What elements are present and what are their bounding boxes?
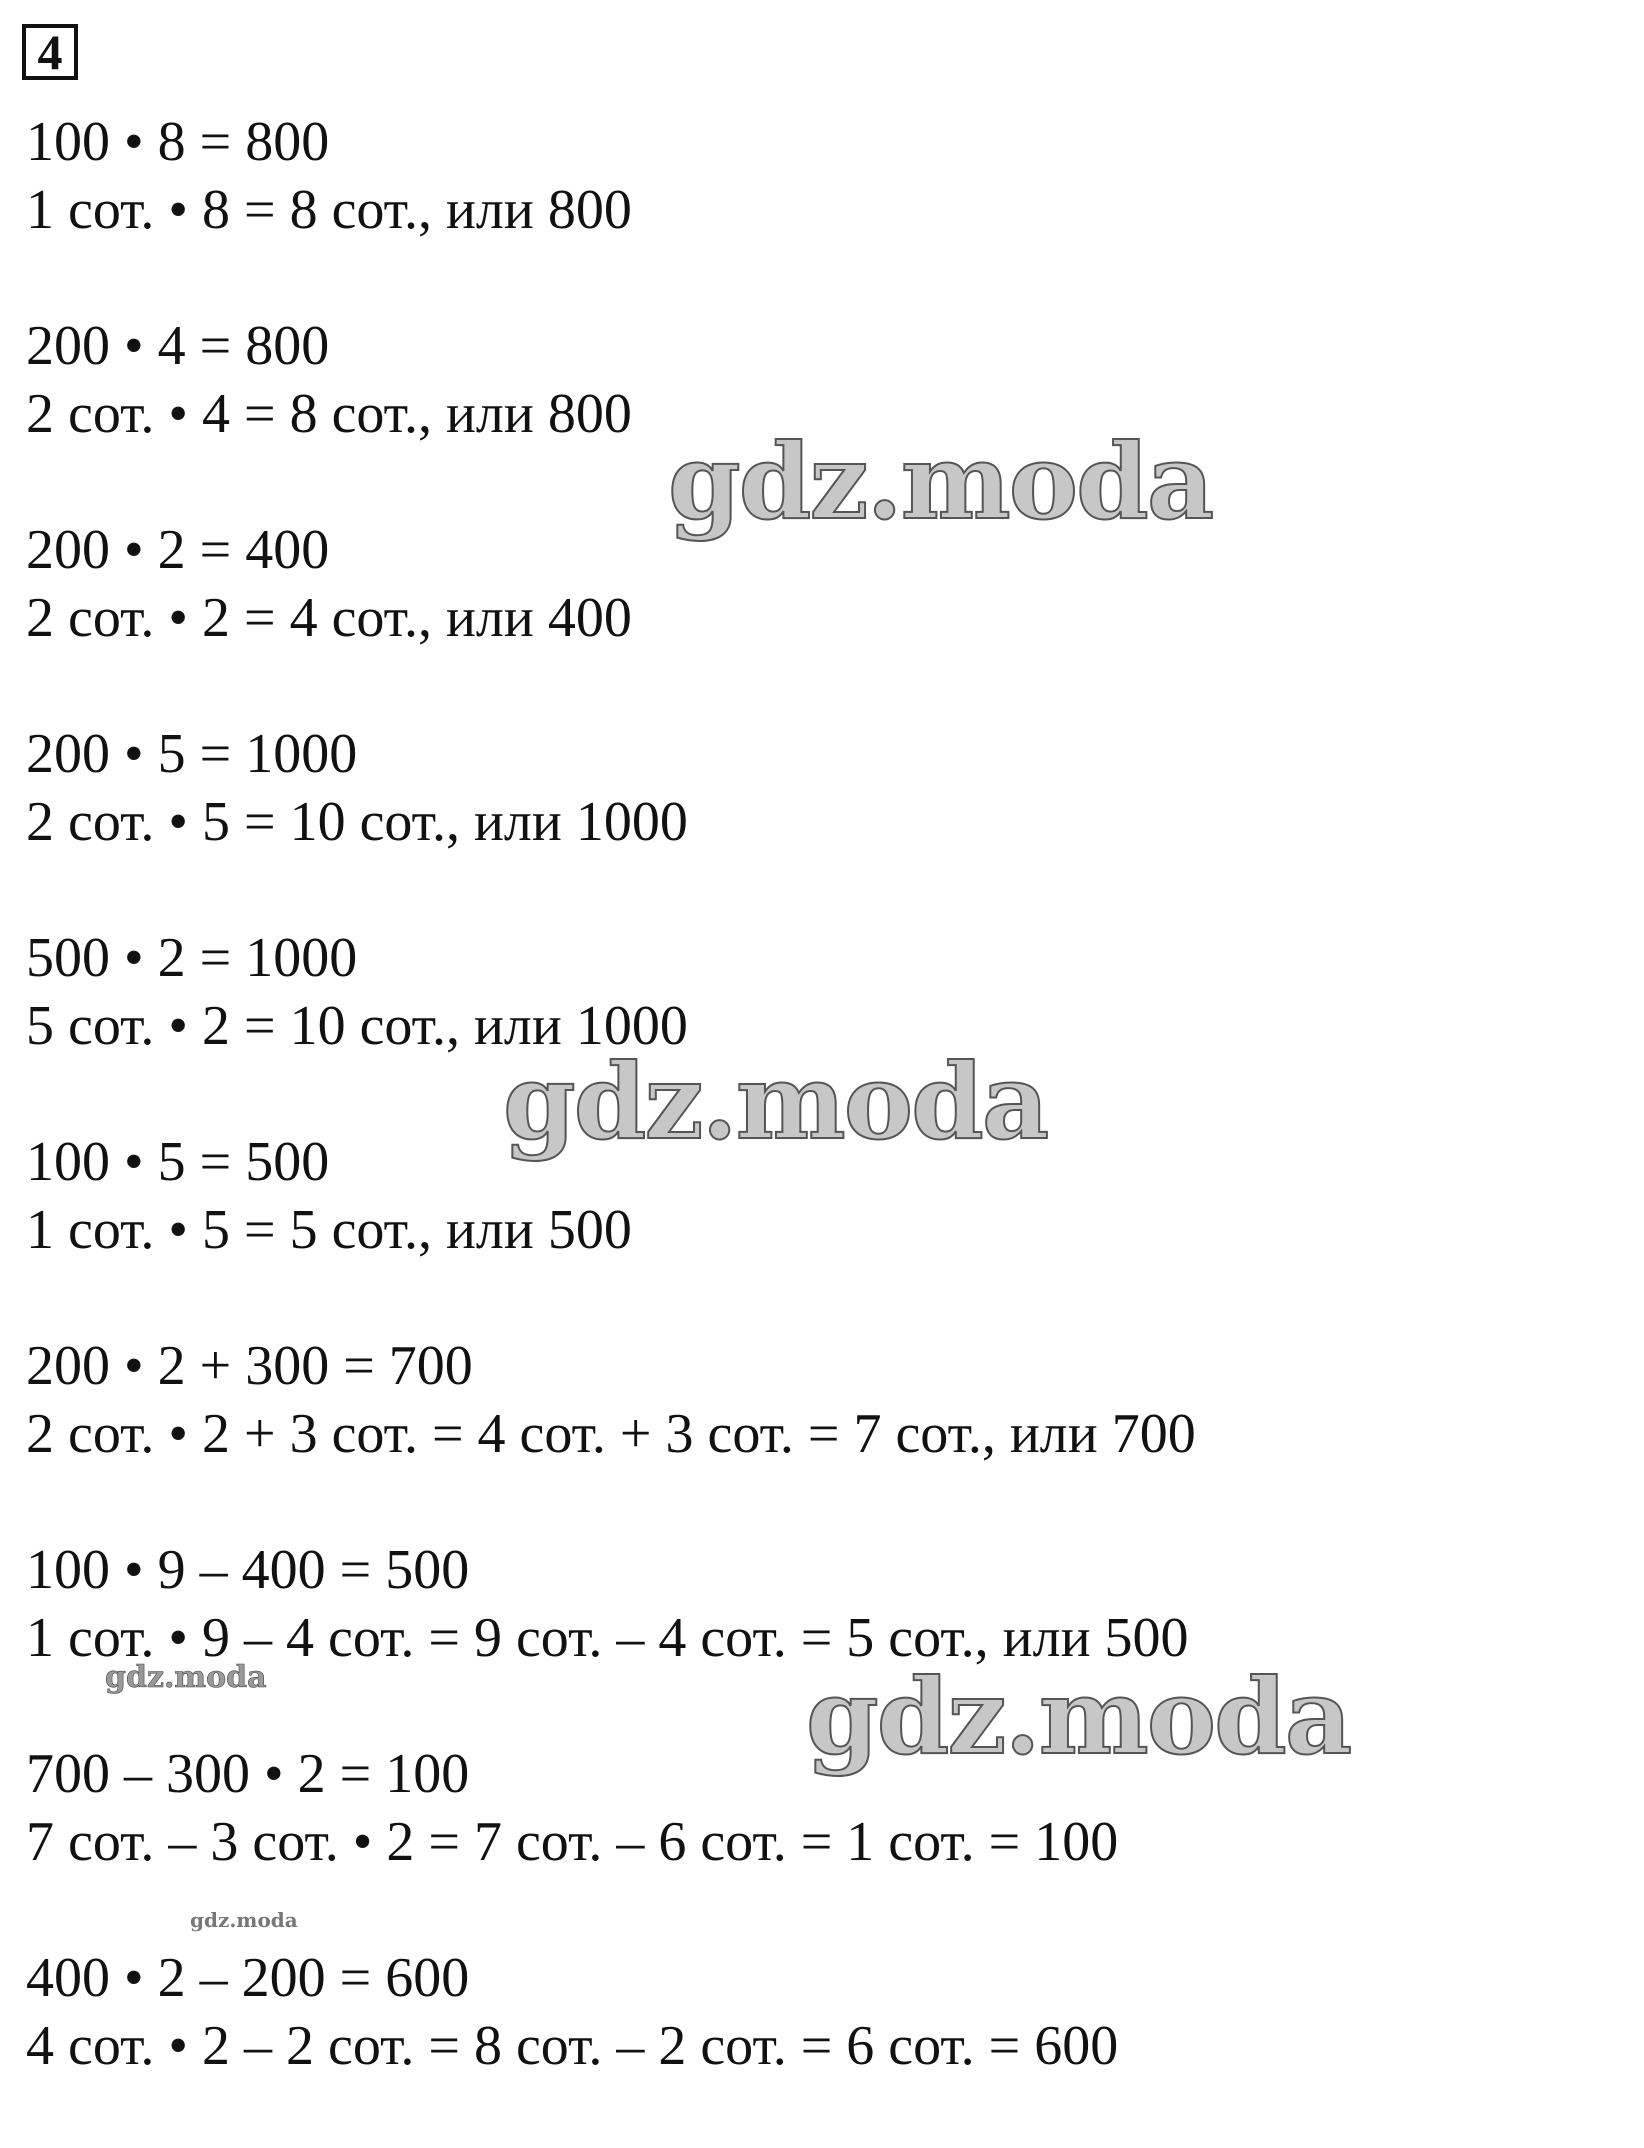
explanation-line: 7 сот. – 3 сот. • 2 = 7 сот. – 6 сот. = 1 сот. = 100 (26, 1811, 1119, 1873)
equation-line: 100 • 9 – 400 = 500 (26, 1539, 470, 1601)
equation-line: 100 • 8 = 800 (26, 111, 330, 173)
watermark-logo: gdz.moda (503, 1040, 1048, 1163)
task-number-box: 4 (22, 24, 78, 80)
equation-line: 700 – 300 • 2 = 100 (26, 1743, 470, 1805)
watermark-logo: gdz.moda (806, 1655, 1351, 1778)
explanation-line: 2 сот. • 2 + 3 сот. = 4 сот. + 3 сот. = 7 сот., или 700 (26, 1403, 1196, 1465)
watermark-logo: gdz.moda (668, 420, 1213, 543)
watermark-logo: gdz.moda (105, 1660, 267, 1695)
watermark-logo: gdz.moda (190, 1908, 298, 1932)
solution-pair (26, 720, 1526, 856)
equation-line: 200 • 2 + 300 = 700 (26, 1335, 473, 1397)
equation-line: 500 • 2 = 1000 (26, 927, 358, 989)
solution-pair (26, 1944, 1526, 2080)
solution-pair (26, 1536, 1526, 1672)
explanation-line: 1 сот. • 8 = 8 сот., или 800 (26, 179, 632, 241)
explanation-line: 2 сот. • 5 = 10 сот., или 1000 (26, 791, 688, 853)
explanation-line: 1 сот. • 9 – 4 сот. = 9 сот. – 4 сот. = 5 сот., или 500 (26, 1607, 1189, 1669)
solution-pair (26, 108, 1526, 244)
equation-line: 400 • 2 – 200 = 600 (26, 1947, 470, 2009)
equation-line: 200 • 5 = 1000 (26, 723, 358, 785)
explanation-line: 1 сот. • 5 = 5 сот., или 500 (26, 1199, 632, 1261)
explanation-line: 4 сот. • 2 – 2 сот. = 8 сот. – 2 сот. = 6 сот. = 600 (26, 2015, 1119, 2077)
explanation-line: 2 сот. • 4 = 8 сот., или 800 (26, 383, 632, 445)
equation-line: 100 • 5 = 500 (26, 1131, 330, 1193)
solution-pair (26, 1332, 1526, 1468)
explanation-line: 2 сот. • 2 = 4 сот., или 400 (26, 587, 632, 649)
explanation-line: 5 сот. • 2 = 10 сот., или 1000 (26, 995, 688, 1057)
equation-line: 200 • 4 = 800 (26, 315, 330, 377)
equation-line: 200 • 2 = 400 (26, 519, 330, 581)
